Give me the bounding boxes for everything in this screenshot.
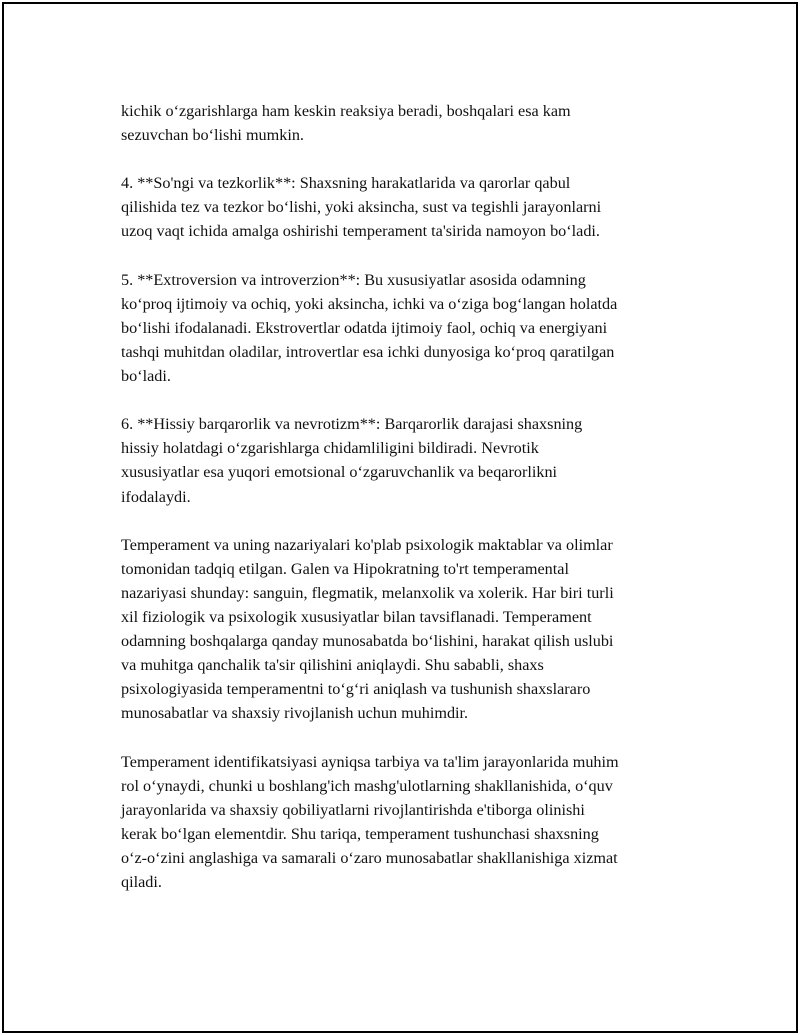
text-line: sezuvchan bo‘lishi mumkin. [121, 126, 304, 145]
text-line: munosabatlar va shaxsiy rivojlanish uchun muhimdir. [121, 704, 469, 723]
text-line: hissiy holatdagi o‘zgarishlarga chidamliligini bildiradi. Nevrotik [121, 439, 539, 458]
text-line: jarayonlarida va shaxsiy qobiliyatlarni rivojlantirishda e'tiborga olinishi [121, 800, 585, 819]
text-line: qilishida tez va tezkor bo‘lishi, yoki aksincha, sust va tegishli jarayonlarni [121, 198, 602, 217]
text-line: tashqi muhitdan oladilar, introvertlar esa ichki dunyosiga ko‘proq qaratilgan [121, 342, 615, 361]
text-line: rol o‘ynaydi, chunki u boshlang'ich mashg'ulotlarning shakllanishida, o‘quv [121, 776, 613, 795]
paragraph-item-4 [121, 171, 701, 243]
page-frame [2, 2, 798, 1033]
paragraph-item-6 [121, 412, 701, 508]
text-line: va muhitga qanchalik ta'sir qilishini aniqlaydi. Shu sababli, shaxs [121, 656, 544, 675]
text-line: Temperament identifikatsiyasi ayniqsa tarbiya va ta'lim jarayonlarida muhim [121, 752, 619, 771]
text-line: nazariyasi shunday: sanguin, flegmatik, melanxolik va xolerik. Har biri turli [121, 583, 614, 602]
text-line: xususiyatlar esa yuqori emotsional o‘zgaruvchanlik va beqarorlikni [121, 463, 558, 482]
text-line: xil fiziologik va psixologik xususiyatlar bilan tavsiflanadi. Temperament [121, 607, 592, 626]
text-line: Temperament va uning nazariyalari ko'plab psixologik maktablar va olimlar [121, 535, 613, 554]
text-line: 5. **Extroversion va introverzion**: Bu xususiyatlar asosida odamning [121, 270, 586, 289]
text-line: ko‘proq ijtimoiy va ochiq, yoki aksincha, ichki va o‘ziga bog‘langan holatda [121, 294, 618, 313]
paragraph-identification [121, 750, 701, 895]
text-line: qiladi. [121, 873, 162, 891]
text-line: ifodalaydi. [121, 487, 191, 506]
text-line: psixologiyasida temperamentni to‘g‘ri aniqlash va tushunish shaxslararo [121, 680, 591, 699]
text-line: 6. **Hissiy barqarorlik va nevrotizm**: Barqarorlik darajasi shaxsning [121, 415, 583, 434]
paragraph-theories [121, 533, 701, 726]
document-body [121, 99, 701, 918]
text-line: o‘z-o‘zini anglashiga va samarali o‘zaro munosabatlar shakllanishiga xizmat [121, 848, 618, 867]
text-line: bo‘ladi. [121, 367, 171, 386]
text-line: uzoq vaqt ichida amalga oshirishi temperament ta'sirida namoyon bo‘ladi. [121, 222, 600, 241]
text-line: 4. **So'ngi va tezkorlik**: Shaxsning harakatlarida va qarorlar qabul [121, 174, 571, 193]
text-line: kerak bo‘lgan elementdir. Shu tariqa, temperament tushunchasi shaxsning [121, 824, 599, 843]
text-line: kichik o‘zgarishlarga ham keskin reaksiya beradi, boshqalari esa kam [121, 102, 571, 120]
text-line: tomonidan tadqiq etilgan. Galen va Hipokratning to'rt temperamental [121, 559, 569, 578]
text-line: bo‘lishi ifodalanadi. Ekstrovertlar odatda ijtimoiy faol, ochiq va energiyani [121, 318, 608, 337]
paragraph-item-5 [121, 268, 701, 388]
text-line: odamning boshqalarga qanday munosabatda bo‘lishini, harakat qilish uslubi [121, 632, 614, 651]
paragraph-continuation [121, 99, 701, 147]
